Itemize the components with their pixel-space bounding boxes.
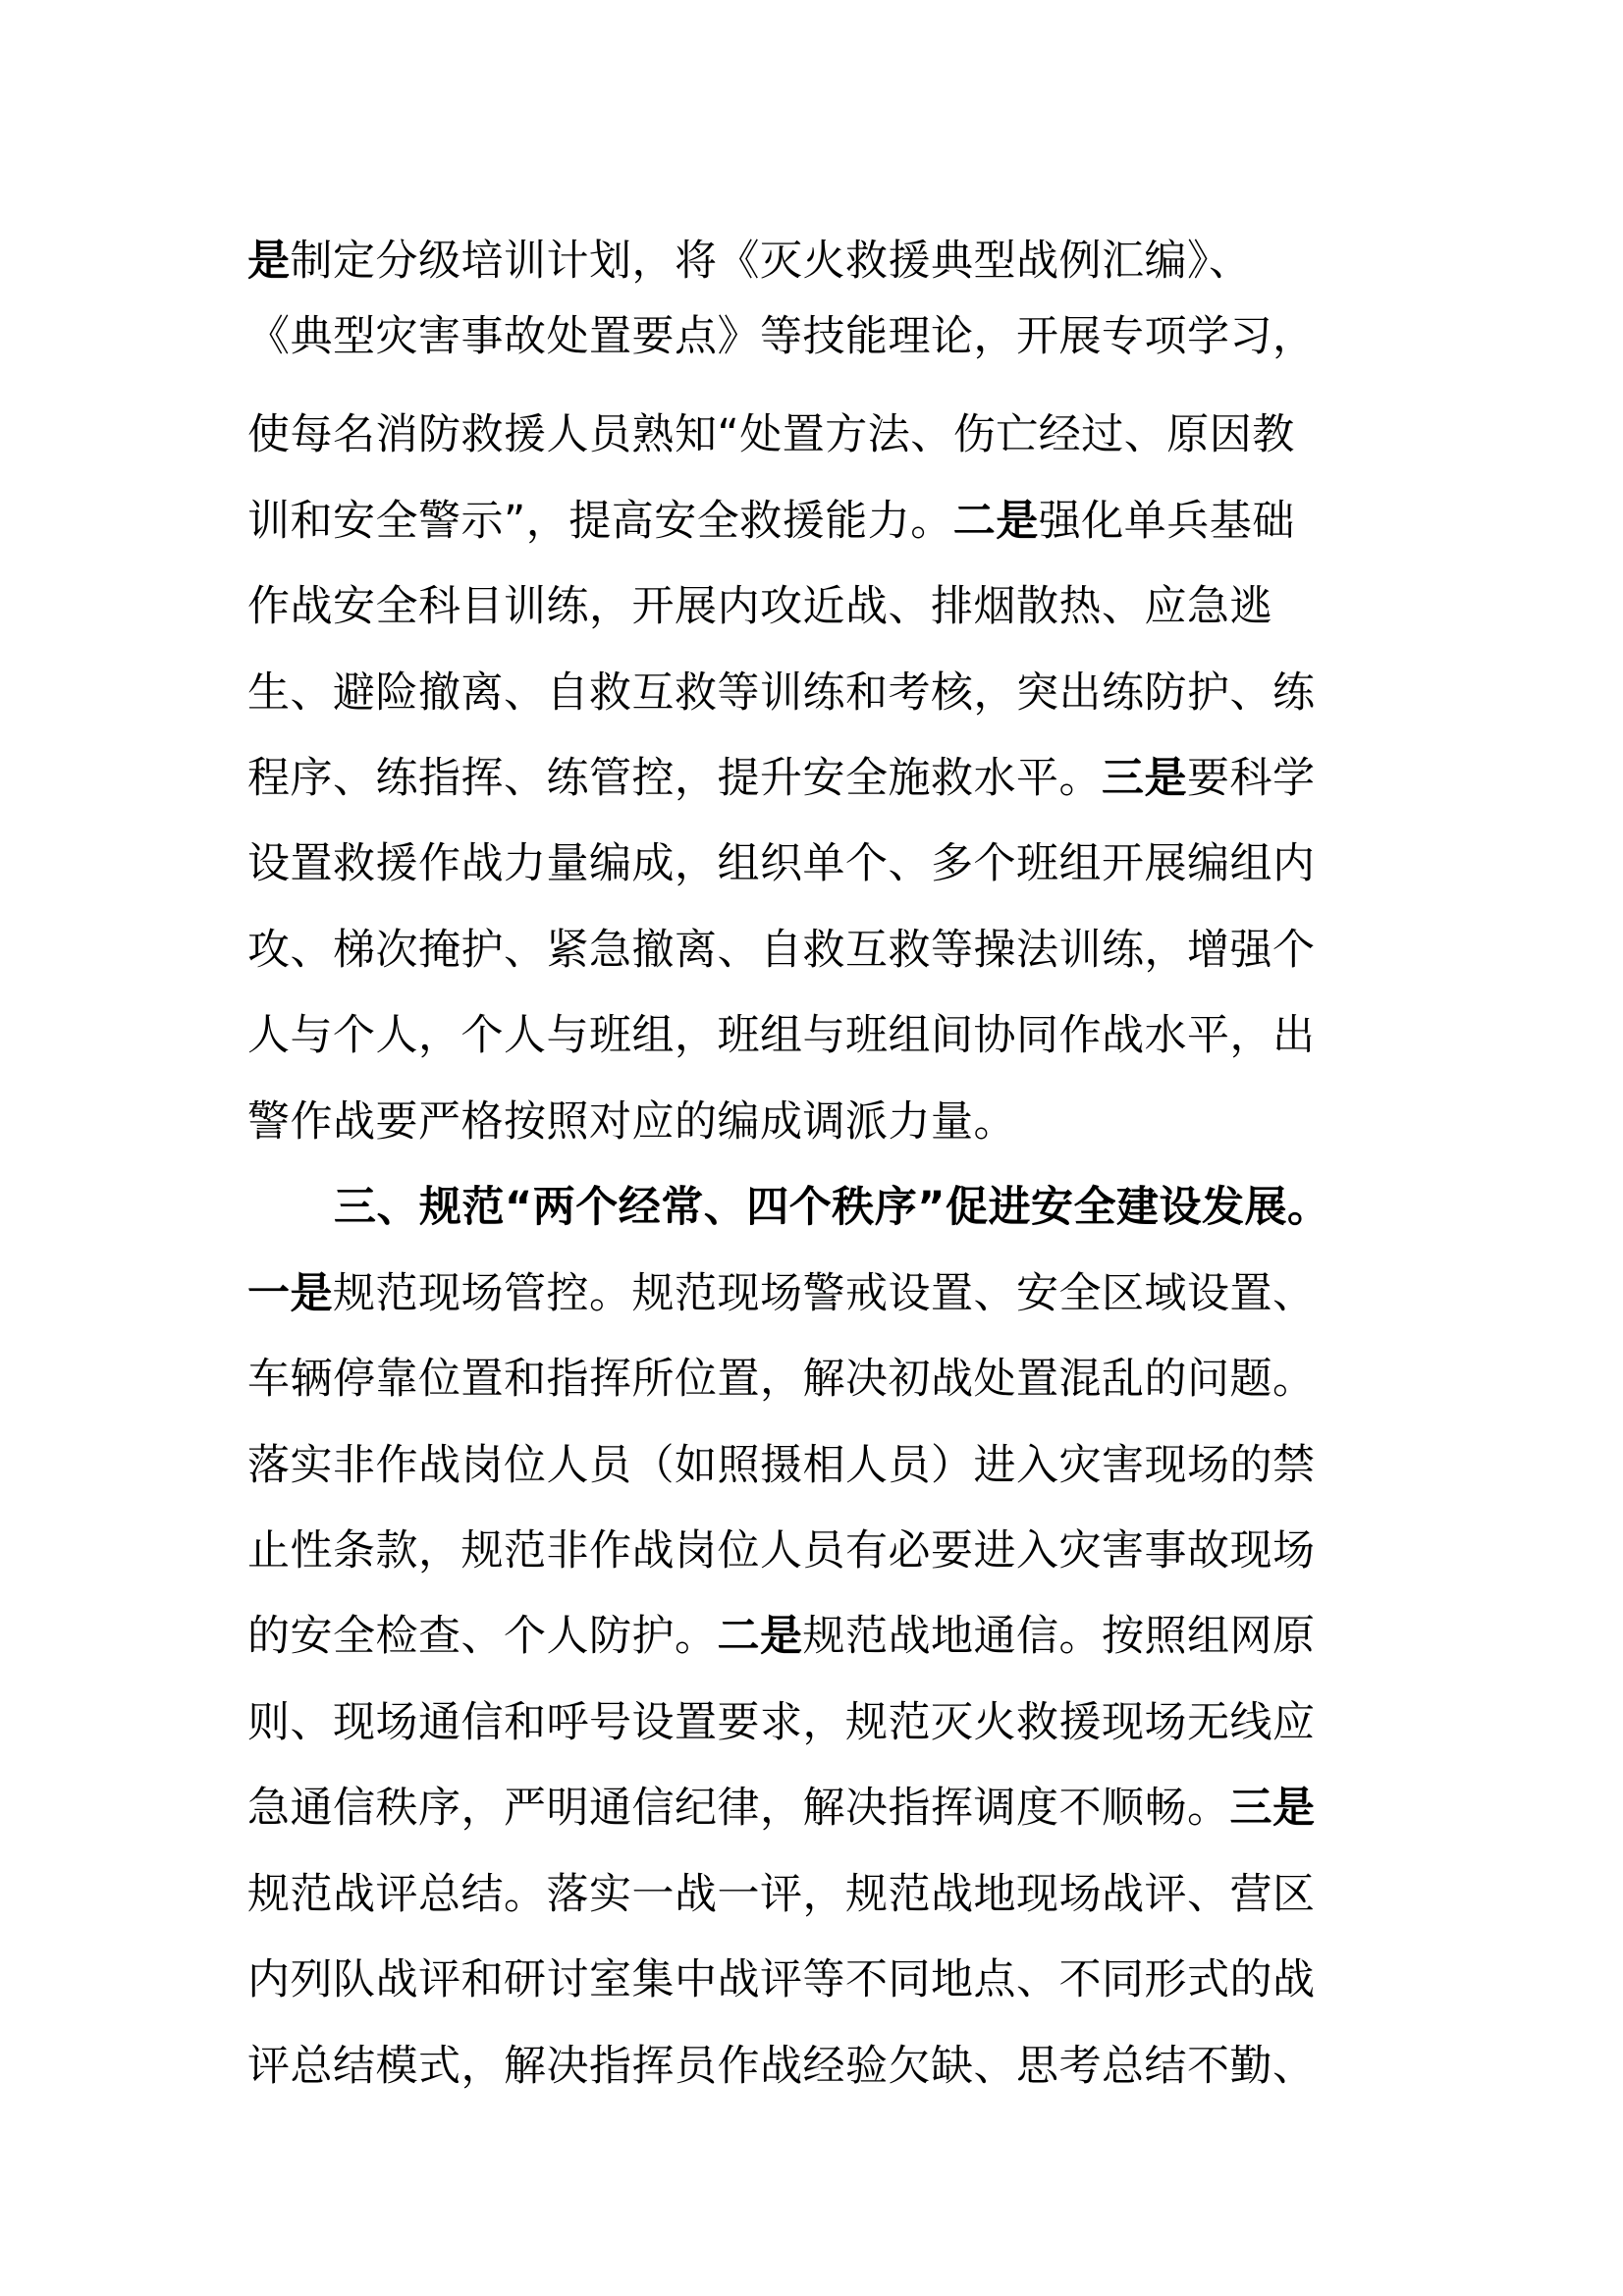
text-segment: 人与个人，个人与班组，班组与班组间协同作战水平，出 <box>247 1011 1316 1060</box>
text-segment: 使每名消防救援人员熟知“处置方法、伤亡经过、原因教 <box>247 410 1295 459</box>
text-line <box>247 1265 1316 1322</box>
emphasis-label: 二是 <box>952 497 1039 546</box>
emphasis-label: 是 <box>247 237 291 286</box>
text-segment: 《典型灾害事故处置要点》等技能理论，开展专项学习， <box>247 312 1316 361</box>
text-line <box>247 1780 1316 1837</box>
text-line <box>247 1694 1316 1751</box>
emphasis-label: 三是 <box>1102 754 1187 803</box>
text-segment: 规范战地通信。按照组网原 <box>802 1612 1316 1661</box>
heading-text: 三、规范“两个经常、四个秩序”促进安全建设发展。 <box>334 1183 1330 1232</box>
text-segment: 则、现场通信和呼号设置要求，规范灭火救援现场无线应 <box>247 1698 1316 1747</box>
text-line <box>247 233 1252 290</box>
text-segment: 警作战要严格按照对应的编成调派力量。 <box>247 1097 1016 1147</box>
text-line <box>247 665 1316 721</box>
emphasis-label: 三是 <box>1229 1784 1316 1833</box>
text-line <box>247 1866 1316 1923</box>
text-segment: 车辆停靠位置和指挥所位置，解决初战处置混乱的问题。 <box>247 1355 1316 1404</box>
text-line <box>247 1351 1316 1408</box>
text-segment: 的安全检查、个人防护。 <box>247 1612 718 1661</box>
text-segment: 训和安全警示”，提高安全救援能力。 <box>247 497 953 546</box>
text-segment: 内列队战评和研讨室集中战评等不同地点、不同形式的战 <box>247 1955 1316 2004</box>
text-line <box>247 2038 1316 2095</box>
section-heading <box>334 1179 1330 1236</box>
text-segment: 程序、练指挥、练管控，提升安全施救水平。 <box>247 754 1102 803</box>
text-segment: 攻、梯次掩护、紧急撤离、自救互救等操法训练，增强个 <box>247 926 1316 975</box>
text-line <box>247 406 1295 463</box>
emphasis-label: 二是 <box>717 1612 803 1661</box>
emphasis-label: 一是 <box>247 1269 333 1318</box>
text-segment: 生、避险撤离、自救互救等训练和考核，突出练防护、练 <box>247 668 1316 718</box>
text-line <box>247 1437 1316 1494</box>
text-segment: 急通信秩序，严明通信纪律，解决指挥调度不顺畅。 <box>247 1784 1230 1833</box>
text-line <box>247 750 1316 807</box>
text-line <box>247 1608 1316 1665</box>
text-line <box>247 835 1316 892</box>
text-segment: 止性条款，规范非作战岗位人员有必要进入灾害事故现场 <box>247 1526 1316 1575</box>
text-line <box>247 308 1316 365</box>
text-line <box>247 922 1316 979</box>
text-segment: 制定分级培训计划，将《灭火救援典型战例汇编》、 <box>290 237 1252 286</box>
text-line <box>247 578 1272 635</box>
text-line <box>247 1951 1316 2008</box>
text-segment: 评总结模式，解决指挥员作战经验欠缺、思考总结不勤、 <box>247 2042 1316 2091</box>
text-line <box>247 1522 1316 1579</box>
text-segment: 规范战评总结。落实一战一评，规范战地现场战评、营区 <box>247 1870 1316 1919</box>
text-segment: 设置救援作战力量编成，组织单个、多个班组开展编组内 <box>247 839 1316 888</box>
text-line <box>247 1007 1316 1064</box>
text-segment: 作战安全科目训练，开展内攻近战、排烟散热、应急逃 <box>247 582 1272 631</box>
text-line <box>247 493 1295 550</box>
text-segment: 落实非作战岗位人员（如照摄相人员）进入灾害现场的禁 <box>247 1441 1316 1490</box>
text-segment: 要科学 <box>1187 754 1316 803</box>
text-segment: 规范现场管控。规范现场警戒设置、安全区域设置、 <box>333 1269 1316 1318</box>
text-segment: 强化单兵基础 <box>1038 497 1295 546</box>
text-line <box>247 1094 1016 1150</box>
